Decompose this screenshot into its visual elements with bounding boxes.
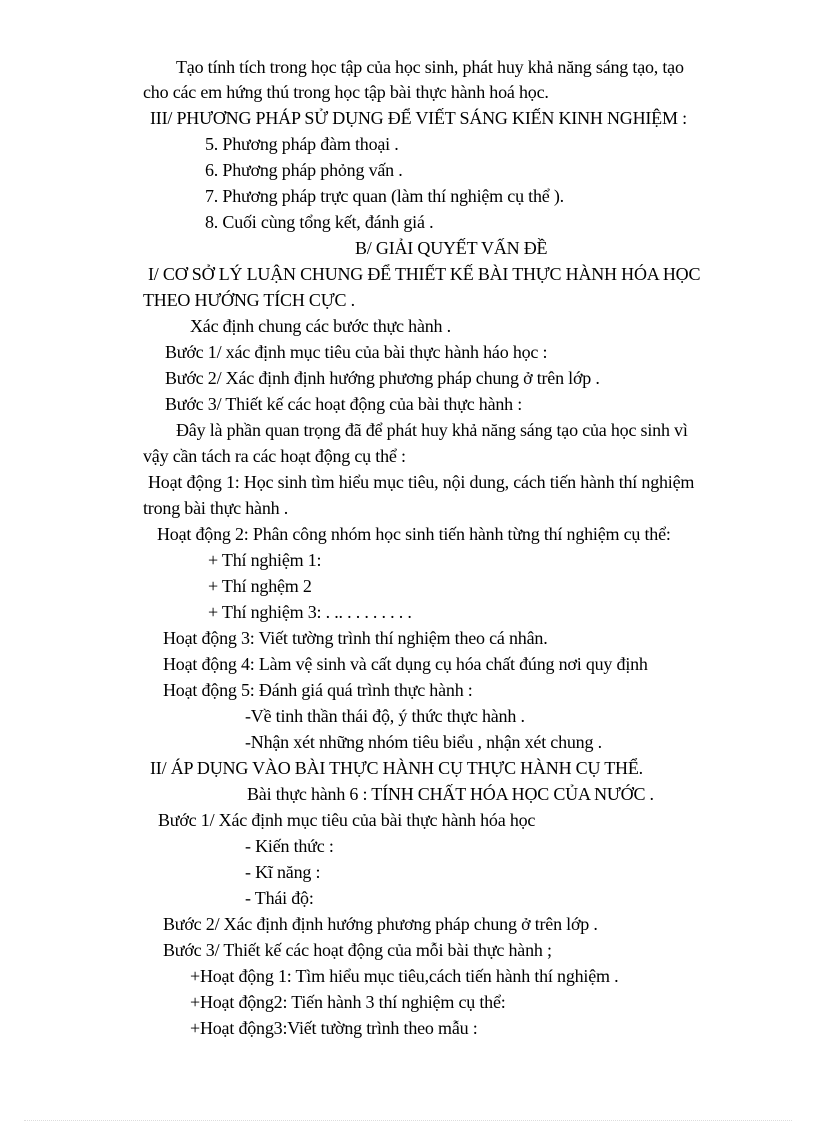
evaluation-item: -Nhận xét những nhóm tiêu biểu , nhận xét chung . bbox=[245, 732, 602, 752]
step-line: Bước 1/ Xác định mục tiêu của bài thực hành hóa học bbox=[158, 810, 536, 830]
intro-line-2: cho các em hứng thú trong học tập bài thực hành hoá học. bbox=[143, 82, 549, 102]
step-line: Bước 2/ Xác định định hướng phương pháp chung ở trên lớp . bbox=[163, 914, 598, 934]
activity-item: +Hoạt động 1: Tìm hiểu mục tiêu,cách tiến hành thí nghiệm . bbox=[190, 966, 619, 986]
page-bottom-divider bbox=[24, 1120, 792, 1121]
experiment-item: + Thí nghệm 2 bbox=[208, 576, 312, 596]
step-line: Bước 1/ xác định mục tiêu của bài thực hành háo học : bbox=[165, 342, 548, 362]
activity-line: Hoạt động 2: Phân công nhóm học sinh tiến hành từng thí nghiệm cụ thể: bbox=[157, 524, 671, 544]
step-line: Bước 3/ Thiết kế các hoạt động của bài thực hành : bbox=[165, 394, 523, 414]
experiment-item: + Thí nghiệm 3: . .. . . . . . . . . bbox=[208, 602, 412, 622]
paragraph-line: vậy cần tách ra các hoạt động cụ thể : bbox=[143, 446, 406, 466]
paragraph-line: Xác định chung các bước thực hành . bbox=[190, 316, 451, 336]
step-line: Bước 2/ Xác định định hướng phương pháp chung ở trên lớp . bbox=[165, 368, 600, 388]
objective-item: - Thái độ: bbox=[245, 888, 314, 908]
method-item: 6. Phương pháp phỏng vấn . bbox=[205, 160, 403, 180]
part-heading-b: B/ GIẢI QUYẾT VẤN ĐỀ bbox=[355, 238, 548, 258]
method-item: 5. Phương pháp đàm thoại . bbox=[205, 134, 399, 154]
activity-line: Hoạt động 1: Học sinh tìm hiểu mục tiêu, nội dung, cách tiến hành thí nghiệm bbox=[148, 472, 695, 492]
objective-item: - Kĩ năng : bbox=[245, 862, 321, 882]
activity-line: Hoạt động 3: Viết tường trình thí nghiệm theo cá nhân. bbox=[163, 628, 548, 648]
section-heading-theory-2: THEO HƯỚNG TÍCH CỰC . bbox=[143, 290, 355, 310]
activity-item: +Hoạt động3:Viết tường trình theo mẫu : bbox=[190, 1018, 478, 1038]
experiment-item: + Thí nghiệm 1: bbox=[208, 550, 322, 570]
section-heading-application: II/ ÁP DỤNG VÀO BÀI THỰC HÀNH CỤ THỰC HÀNH CỤ THỂ. bbox=[150, 758, 643, 778]
step-line: Bước 3/ Thiết kế các hoạt động của mỗi bài thực hành ; bbox=[163, 940, 552, 960]
activity-line: Hoạt động 5: Đánh giá quá trình thực hành : bbox=[163, 680, 473, 700]
intro-line-1: Tạo tính tích trong học tập của học sinh, phát huy khả năng sáng tạo, tạo bbox=[176, 57, 684, 77]
section-heading-methods: III/ PHƯƠNG PHÁP SỬ DỤNG ĐỂ VIẾT SÁNG KIẾN KINH NGHIỆM : bbox=[150, 108, 687, 128]
section-heading-theory-1: I/ CƠ SỞ LÝ LUẬN CHUNG ĐỂ THIẾT KẾ BÀI THỰC HÀNH HÓA HỌC bbox=[148, 264, 701, 284]
activity-line: trong bài thực hành . bbox=[143, 498, 289, 518]
activity-line: Hoạt động 4: Làm vệ sinh và cất dụng cụ hóa chất đúng nơi quy định bbox=[163, 654, 648, 674]
activity-item: +Hoạt động2: Tiến hành 3 thí nghiệm cụ thể: bbox=[190, 992, 506, 1012]
method-item: 8. Cuối cùng tổng kết, đánh giá . bbox=[205, 212, 434, 232]
lesson-title: Bài thực hành 6 : TÍNH CHẤT HÓA HỌC CỦA NƯỚC . bbox=[247, 784, 654, 804]
objective-item: - Kiến thức : bbox=[245, 836, 334, 856]
paragraph-line: Đây là phần quan trọng đã để phát huy khả năng sáng tạo của học sinh vì bbox=[176, 420, 688, 440]
method-item: 7. Phương pháp trực quan (làm thí nghiệm cụ thể ). bbox=[205, 186, 564, 206]
evaluation-item: -Về tinh thần thái độ, ý thức thực hành . bbox=[245, 706, 525, 726]
